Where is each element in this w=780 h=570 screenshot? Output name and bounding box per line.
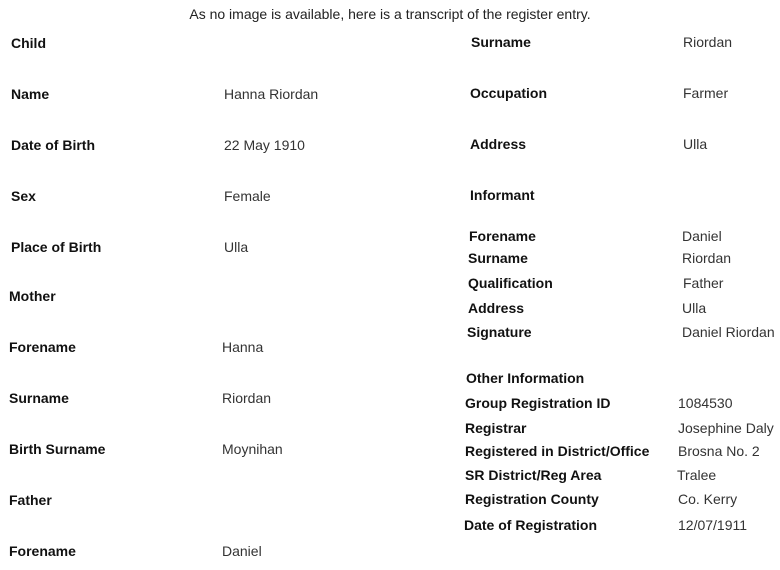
informant-signature-label: Signature <box>467 324 532 340</box>
mother-birth-surname-value: Moynihan <box>222 441 283 457</box>
group-id-label: Group Registration ID <box>465 395 611 411</box>
sr-district-label: SR District/Reg Area <box>465 467 602 483</box>
mother-forename-value: Hanna <box>222 339 264 355</box>
father-forename-label: Forename <box>9 543 76 559</box>
informant-heading: Informant <box>470 187 535 203</box>
father-forename-value: Daniel <box>222 543 262 559</box>
father-occupation-label: Occupation <box>470 85 548 101</box>
mother-surname-value: Riordan <box>222 390 272 406</box>
mother-heading: Mother <box>9 288 56 304</box>
district-value: Brosna No. 2 <box>678 443 760 459</box>
child-dob-value: 22 May 1910 <box>224 137 305 153</box>
child-name-label: Name <box>11 86 50 102</box>
child-pob-label: Place of Birth <box>11 239 102 255</box>
father-heading: Father <box>9 492 52 508</box>
child-name-value: Hanna Riordan <box>224 86 319 102</box>
mother-forename-label: Forename <box>9 339 76 355</box>
child-pob-value: Ulla <box>224 239 249 255</box>
child-heading: Child <box>11 35 46 51</box>
other-heading: Other Information <box>466 370 585 386</box>
informant-signature-value: Daniel Riordan <box>682 324 775 340</box>
informant-address-label: Address <box>468 300 525 316</box>
county-label: Registration County <box>465 491 599 507</box>
informant-forename-value: Daniel <box>682 228 722 244</box>
registration-date-label: Date of Registration <box>464 517 598 533</box>
father-address-label: Address <box>470 136 527 152</box>
informant-qualification-value: Father <box>683 275 724 291</box>
father-surname-label: Surname <box>471 34 531 50</box>
informant-forename-label: Forename <box>469 228 536 244</box>
mother-surname-label: Surname <box>9 390 69 406</box>
informant-address-value: Ulla <box>682 300 707 316</box>
district-label: Registered in District/Office <box>465 443 650 459</box>
father-occupation-value: Farmer <box>683 85 729 101</box>
informant-qualification-label: Qualification <box>468 275 553 291</box>
group-id-value: 1084530 <box>678 395 733 411</box>
transcript-notice: As no image is available, here is a transcript of the register entry. <box>189 6 591 22</box>
registrar-value: Josephine Daly <box>678 420 774 436</box>
father-address-value: Ulla <box>683 136 708 152</box>
informant-surname-label: Surname <box>468 250 528 266</box>
mother-birth-surname-label: Birth Surname <box>9 441 106 457</box>
child-dob-label: Date of Birth <box>11 137 95 153</box>
registrar-label: Registrar <box>465 420 527 436</box>
father-surname-value: Riordan <box>683 34 733 50</box>
informant-surname-value: Riordan <box>682 250 732 266</box>
county-value: Co. Kerry <box>678 491 738 507</box>
sr-district-value: Tralee <box>677 467 717 483</box>
registration-date-value: 12/07/1911 <box>678 517 748 533</box>
child-sex-value: Female <box>224 188 271 204</box>
child-sex-label: Sex <box>11 188 36 204</box>
